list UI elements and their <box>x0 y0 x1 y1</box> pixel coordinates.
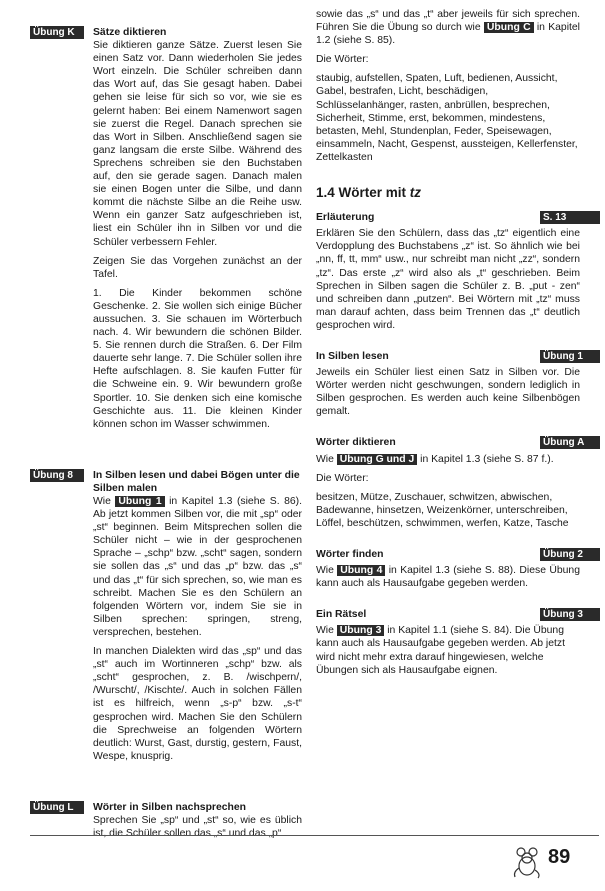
paragraph: Sie diktieren ganze Sätze. Zuerst lesen Sie einen Satz vor. Dann wiederholen Sie jedes Wort einzeln. Die Schüler schreiben dann das Wort auf, das Sie gesagt haben. Dabei gehen sie leise für sich so vor, wie sie es gelernt haben: Bei einem Namenwort sagen sie zuerst die Regel. Danach sprechen sie das Wort in Silben. Anschließend sagen sie ganz langsam die erste Silbe. Während des Sprechens schreiben sie den Buchstaben auf, den sie gerade sagen. Danach malen sie einen Bogen unter die Silbe, und dann kommt die nächste Silbe an die Reihe usw. Wenn ein ganzer Satz aufgeschrieben ist, liest ein Schüler ihn in Silben vor und die Schüler verbessern Fehler. <box>93 40 302 248</box>
paragraph: Wie Übung 3 in Kapitel 1.1 (siehe S. 84). Die Übung kann auch als Hausaufgabe gegeben werden. Ab jetzt wird nicht mehr extra darauf hingewiesen, welche Übungen sich als Hausaufgabe eignen. <box>316 625 565 676</box>
paragraph: Erklären Sie den Schülern, dass das „tz“ eigentlich eine Verdopplung des Buchstabens „z“ ist. So ähnlich wie bei „nn, ff, tt, mm“ usw., nur schreibt man nicht „zz“, sondern „tz“. Das erste „z“ wird also als „t“ geschrieben. Beim Sprechen in Silben sagen die Schüler z. B. „put - zen“ und schreiben dann „putzen“. Bei Wörtern mit „tz“ muss man darauf achten, dass beim Trennen das „t“ deutlich gesprochen wird. <box>316 228 580 331</box>
word-list: besitzen, Mütze, Zuschauer, schwitzen, abwischen, Badewanne, hinsetzen, Weizenkörner, unterschreiben, Löffel, beschützen, schwimmen, werfen, Katze, Tasche <box>316 491 569 529</box>
section-erlaeuterung <box>316 211 580 332</box>
example-sentences: 1. Die Kinder bekommen schöne Geschenke. 2. Sie wollen sich einige Bücher aussuchen. 3. Sie schauen im Wörterbuch nach. 4. Wir bewundern die schönen Bilder. 5. Sie rennen durch die Straßen. 6. Der Film dauerte sehr lange. 7. Die Schüler sollen ihre Hefte aufschlagen. 8. Sie kaufen Futter für die Schweine ein. 9. Wir bewundern große Sportler. 10. Sie denken sich eine komische Geschichte aus. 11. Die kleinen Kinder können schon im Wasser schwimmen. <box>93 287 302 430</box>
paragraph: In manchen Dialekten wird das „sp“ und das „st“ auch im Wortinneren „schp“ bzw. als „scht“ gesprochen, z. B. /wischpern/, /Wurscht/, /Kischte/. Auch in solchen Fällen ist es hilfreich, wenn „s-p“ bzw. „s-t“ gesprochen wird. Machen Sie den Schülern die Sprechweise an folgenden Wörtern deutlich: Wurst, Gast, durstig, gestern, Faust, Wespe, knusprig. <box>93 646 302 762</box>
paragraph: Sprechen Sie „sp“ und „st“ so, wie es üblich ist, die Schüler sollen das „s“ und das „p“ <box>93 814 302 840</box>
left-column <box>30 26 302 846</box>
paragraph: Wie Übung 4 in Kapitel 1.3 (siehe S. 88). Diese Übung kann auch als Hausaufgabe gegeben werden. <box>316 565 580 590</box>
exercise-tag: Übung L <box>30 801 84 814</box>
exercise-tag: Übung 1 <box>540 350 600 363</box>
paragraph: Wie Übung G und J in Kapitel 1.3 (siehe S. 87 f.). <box>316 453 554 465</box>
section-woerter-finden <box>316 548 583 590</box>
section-ein-raetsel <box>316 608 583 676</box>
paragraph: Zeigen Sie das Vorgehen zunächst an der Tafel. <box>93 255 302 280</box>
exercise-tag: Übung 2 <box>540 548 600 561</box>
section-title: Sätze diktieren <box>93 27 167 38</box>
page-reference-tag: S. 13 <box>540 211 600 224</box>
paragraph: sowie das „s“ und das „t“ aber jeweils für sich sprechen. Führen Sie die Übung so durch wie Übung C in Kapitel 1.2 (siehe S. 85). <box>316 9 580 47</box>
words-label: Die Wörter: <box>316 54 369 66</box>
exercise-tag: Übung 3 <box>540 608 600 621</box>
chapter-heading: 1.4 Wörter mit tz <box>316 185 422 201</box>
exercise-tag: Übung K <box>30 26 84 39</box>
exercise-reference: Übung 4 <box>337 565 385 576</box>
section-title: Wörter in Silben nachsprechen <box>93 801 247 813</box>
section-title: Wörter diktieren <box>316 437 396 449</box>
section-title: In Silben lesen <box>316 350 389 362</box>
section-title: Ein Rätsel <box>316 609 367 621</box>
section-title: In Silben lesen und dabei Bögen unter die Silben malen <box>93 469 300 494</box>
exercise-reference: Übung C <box>484 22 534 33</box>
section-title: Erläuterung <box>316 212 375 224</box>
page-number: 89 <box>548 846 571 868</box>
exercise-reference: Übung 3 <box>337 625 385 636</box>
paragraph: Jeweils ein Schüler liest einen Satz in Silben vor. Die Wörter werden nicht geschwungen, sondern lediglich in Silben gesprochen. Es werden auch keine Silbenbögen gemalt. <box>316 367 580 418</box>
mascot-icon <box>510 842 544 880</box>
right-column <box>316 8 585 683</box>
exercise-reference: Übung G und J <box>337 454 417 465</box>
section-in-silben-lesen <box>316 350 583 418</box>
section-uebung-8 <box>30 469 302 763</box>
footer-rule <box>30 835 599 836</box>
word-list: staubig, aufstellen, Spaten, Luft, bedienen, Aussicht, Gabel, bestrafen, Licht, beschädigen, Schlüsselanhänger, rasten, anbrüllen, besprechen, Sicherheit, Stimme, erst, bekommen, mindestens, betasten, Mehl, Stundenplan, Feder, Speisewagen, einsammeln, Nacht, Gespenst, aussteigen, Kellerfenster, Zettelkasten <box>316 73 578 163</box>
section-title: Wörter finden <box>316 549 384 560</box>
words-label: Die Wörter: <box>316 472 369 484</box>
exercise-tag: Übung A <box>540 436 600 449</box>
section-woerter-diktieren <box>316 436 585 530</box>
paragraph: Wie Übung 1 in Kapitel 1.3 (siehe S. 86). Ab jetzt kommen Silben vor, die mit „sp“ oder „st“ beginnen. Beim Mitsprechen sollen die Schüler nicht – wie in der gesprochenen Sprache – „schp“ bzw. „scht“ sagen, sondern sie sollen das „s“ und das „p“ bzw. das „s“ und das „t“ für sich sprechen, so, wie man es schreibt. Machen Sie es den Schülern an folgenden Wörtern vor, indem Sie sie in Silben sprechen: springen, streng, versprechen, bestehen. <box>93 496 302 638</box>
exercise-reference: Übung 1 <box>115 496 164 507</box>
exercise-tag: Übung 8 <box>30 469 84 482</box>
section-uebung-k <box>30 26 302 431</box>
